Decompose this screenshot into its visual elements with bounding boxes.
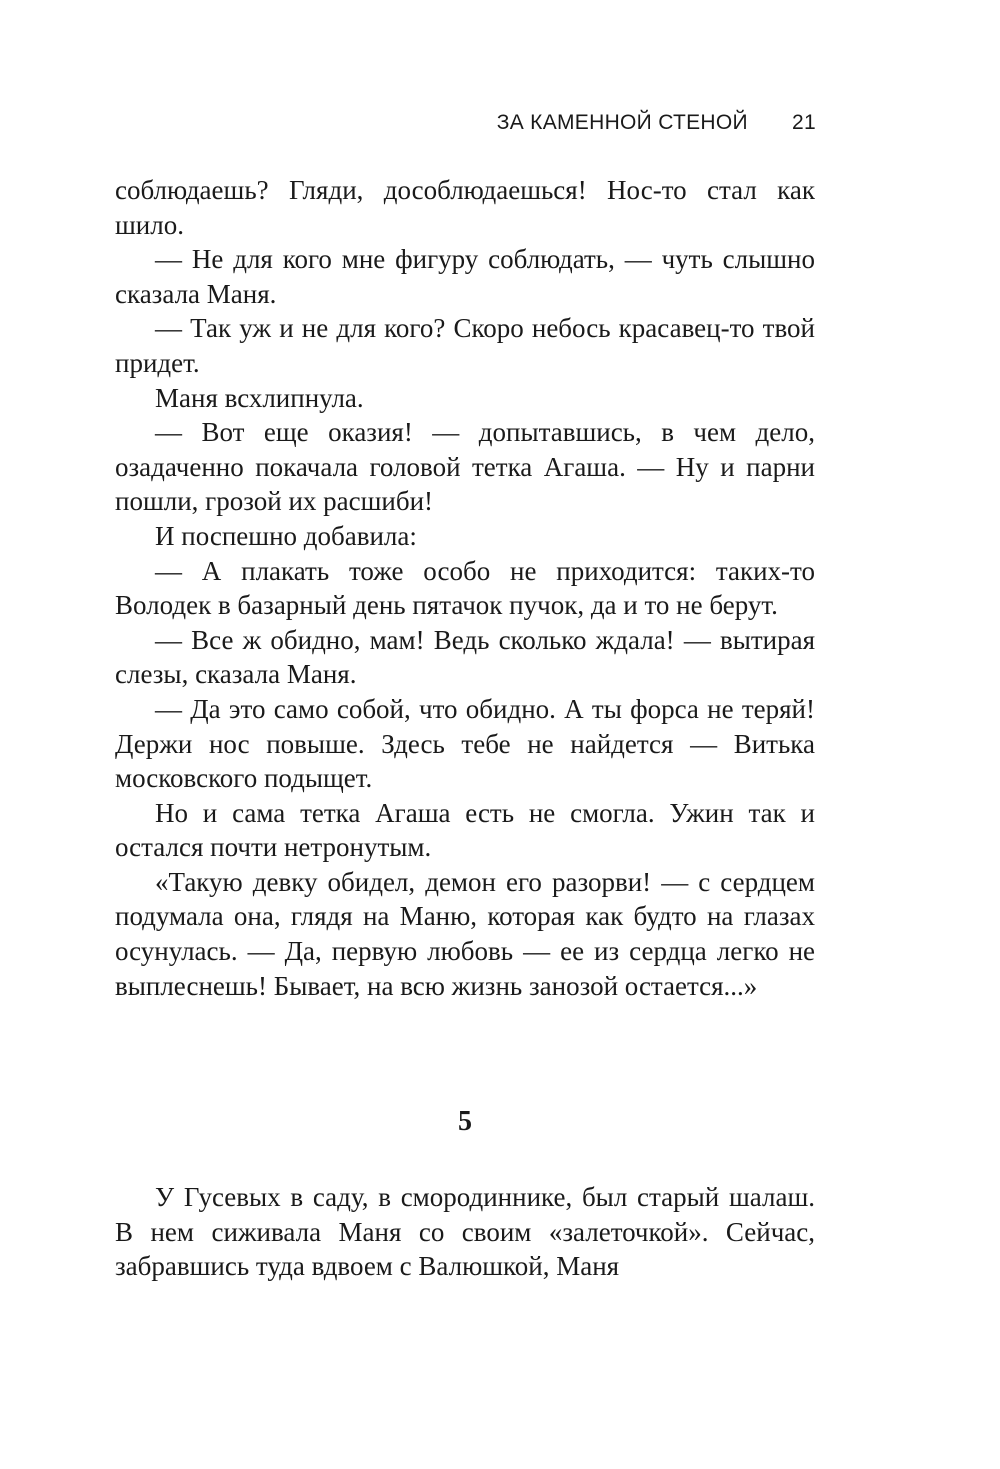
page-number: 21 xyxy=(792,111,816,134)
running-head-title: ЗА КАМЕННОЙ СТЕНОЙ xyxy=(496,111,748,134)
paragraph: Маня всхлипнула. xyxy=(155,382,364,413)
paragraph: И поспешно добавила: xyxy=(155,520,417,551)
paragraph: — Вот еще оказия! — допытавшись, в чем дело, озадаченно покачала головой тетка Агаша. — Ну и парни пошли, грозой их расшиби! xyxy=(115,417,815,517)
body-text-bottom xyxy=(115,1180,815,1284)
paragraph: — Не для кого мне фигуру соблюдать, — чуть слышно сказала Маня. xyxy=(115,244,815,309)
paragraph: — Да это само собой, что обидно. А ты форса не теряй! Держи нос повыше. Здесь тебе не найдется — Витька московского подыщет. xyxy=(115,693,815,794)
paragraph: — А плакать тоже особо не приходится: таких-то Володек в базарный день пятачок пучок, да и то не берут. xyxy=(115,555,815,621)
paragraph: У Гусевых в саду, в смородиннике, был старый шалаш. В нем сиживала Маня со своим «залеточкой». Сейчас, забравшись туда вдвоем с Валюшкой, Маня xyxy=(115,1182,815,1282)
paragraph: — Все ж обидно, мам! Ведь сколько ждала! — вытирая слезы, сказала Маня. xyxy=(115,624,815,690)
chapter-number: 5 xyxy=(458,1106,472,1137)
body-text-top xyxy=(115,173,815,1003)
paragraph: Но и сама тетка Агаша есть не смогла. Ужин так и остался почти нетронутым. xyxy=(115,797,815,863)
paragraph: «Такую девку обидел, демон его разорви! — с сердцем подумала она, глядя на Маню, которая как будто на глазах осунулась. — Да, первую любовь — ее из сердца легко не выплеснешь! Бывает, на всю жизнь занозой остается...» xyxy=(115,866,815,1001)
paragraph-continued: соблюдаешь? Гляди, дособлюдаешься! Нос-то стал как шило. xyxy=(115,175,815,240)
paragraph: — Так уж и не для кого? Скоро небось красавец-то твой придет. xyxy=(115,313,815,378)
running-head xyxy=(497,111,816,135)
